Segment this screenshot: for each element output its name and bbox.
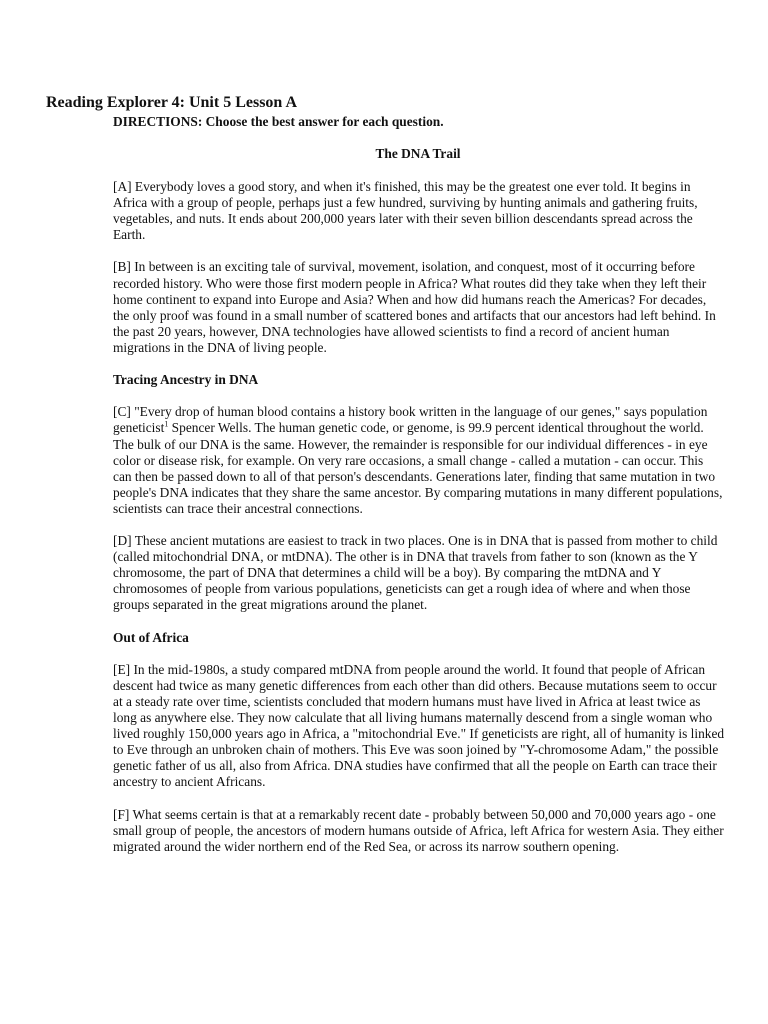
paragraph-e: [E] In the mid-1980s, a study compared mtDNA from people around the world. It found that people of African descent had twice as many genetic differences from each other than did others. Because mutations seem to occur at a steady rate over time, scientists concluded that modern humans must have lived in Africa at least twice as long as anywhere else. They now calculate that all living humans maternally descend from a single woman who lived roughly 150,000 years ago in Africa, a "mitochondrial Eve." If geneticists are right, all of humanity is linked to Eve through an unbroken chain of mothers. This Eve was soon joined by "Y-chromosome Adam," the possible genetic father of us all, also from Africa. DNA studies have confirmed that all the people on Earth can trace their ancestry to ancient Africans. — [113, 661, 725, 790]
paragraph-c — [113, 404, 725, 517]
section-heading-out-of-africa: Out of Africa — [113, 629, 189, 645]
paragraph-a: [A] Everybody loves a good story, and when it's finished, this may be the greatest one ever told. It begins in Africa with a group of people, perhaps just a few hundred, surviving by hunting animals and gathering fruits, vegetables, and nuts. It ends about 200,000 years later with their seven billion descendants spread across the Earth. — [113, 179, 698, 243]
paragraph-c-text-start: [C] "Every drop of human blood contains a history book written in the language of our genes," says population geneticist — [113, 404, 708, 436]
article-body — [113, 179, 725, 871]
paragraph-d: [D] These ancient mutations are easiest to track in two places. One is in DNA that is passed from mother to child (called mitochondrial DNA, or mtDNA). The other is in DNA that travels from father to son (known as the Y chromosome, the part of DNA that determines a child will be a boy). By comparing the mtDNA and Y chromosomes of people from various populations, geneticists can get a rough idea of where and when those groups separated in the great migrations around the planet. — [113, 533, 718, 613]
paragraph-b: [B] In between is an exciting tale of survival, movement, isolation, and conquest, most of it occurring before recorded history. Who were those first modern people in Africa? What routes did they take when they left their home continent to expand into Europe and Asia? When and how did humans reach the Americas? For decades, the only proof was found in a small number of scattered bones and artifacts that our ancestors had left behind. In the past 20 years, however, DNA technologies have allowed scientists to find a record of ancient human migrations in the DNA of living people. — [113, 259, 716, 355]
page-title: Reading Explorer 4: Unit 5 Lesson A — [46, 94, 297, 111]
paragraph-f: [F] What seems certain is that at a remarkably recent date - probably between 50,000 and 70,000 years ago - one small group of people, the ancestors of modern humans outside of Africa, left Africa for western Asia. They either migrated around the wider northern end of the Red Sea, or across its narrow southern opening. — [113, 806, 724, 854]
section-heading-tracing-ancestry: Tracing Ancestry in DNA — [113, 372, 259, 388]
paragraph-c-text-end: Spencer Wells. The human genetic code, or genome, is 99.9 percent identical throughout the world. The bulk of our DNA is the same. However, the remainder is responsible for our individual differences - in eye color or disease risk, for example. On very rare occasions, a small change - called a mutation - can occur. This can then be passed down to all of that person's descendants. Generations later, finding that same mutation in two people's DNA indicates that they share the same ancestor. By comparing mutations in many different populations, scientists can trace their ancestral connections. — [113, 420, 723, 516]
footnote-marker: 1 — [164, 419, 169, 429]
directions-text: DIRECTIONS: Choose the best answer for each question. — [113, 114, 444, 129]
article-title: The DNA Trail — [375, 146, 461, 161]
